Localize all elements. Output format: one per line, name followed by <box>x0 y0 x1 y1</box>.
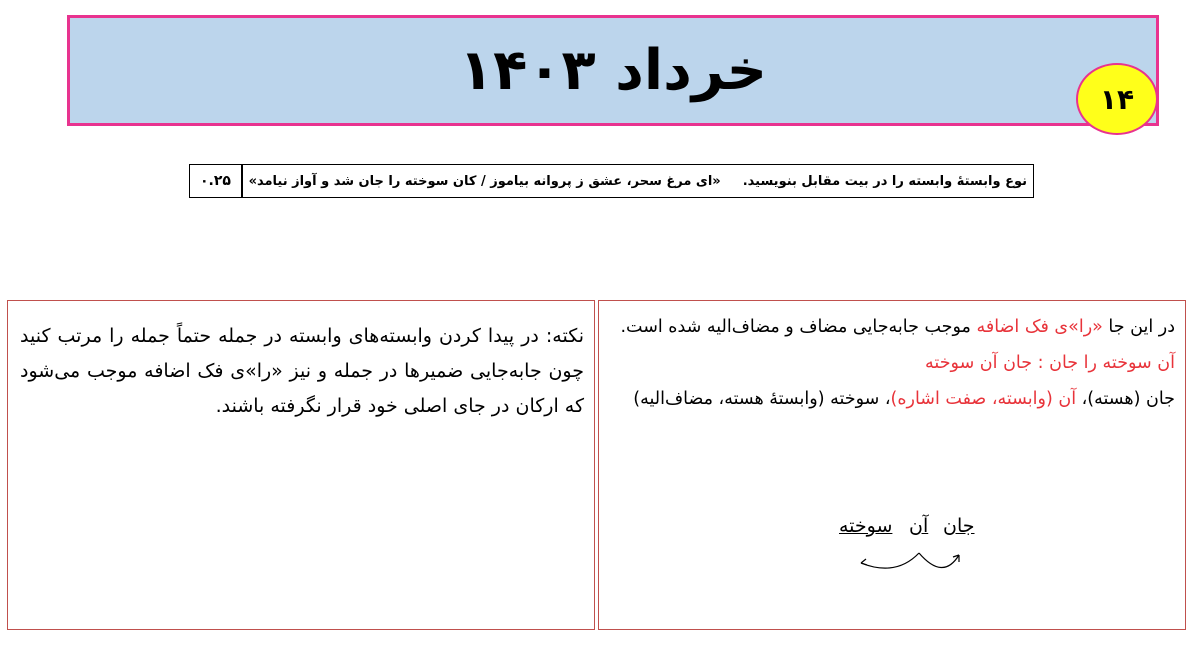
diagram-word-an: آن <box>909 515 929 537</box>
question-score: ۰.۲۵ <box>190 165 243 197</box>
diagram-word-sookhteh: سوخته <box>839 515 893 537</box>
answer-line-1 <box>609 313 1175 341</box>
answer-line-3-a: جان (هسته)، <box>1076 389 1175 409</box>
answer-line-3-highlight: آن (وابسته، صفت اشاره) <box>890 389 1077 409</box>
note-panel <box>7 300 595 630</box>
question-text <box>243 165 1033 197</box>
diagram-arrows <box>831 511 991 581</box>
arrow-an-to-jan <box>919 553 959 568</box>
answer-line-3-b: ، سوخته (وابستهٔ هسته، مضاف‌الیه) <box>633 389 891 409</box>
answer-panel <box>598 300 1186 630</box>
question-instruction: نوع وابستهٔ وابسته را در بیت مقابل بنویسید. <box>742 173 1027 189</box>
answer-line-3 <box>609 385 1175 413</box>
answer-line-1-suffix: موجب جابه‌جایی مضاف و مضاف‌الیه شده است. <box>620 317 977 337</box>
answer-line-1-prefix: در این جا <box>1102 317 1175 337</box>
question-verse: «ای مرغ سحر، عشق ز پروانه بیاموز / کان سوخته را جان شد و آواز نیامد» <box>248 173 721 189</box>
note-text: نکته: در پیدا کردن وابسته‌های وابسته در جمله حتماً جمله را مرتب کنید چون جابه‌جایی ضمیرها در جمله و نیز «را»ی فک اضافه موجب می‌شود که ارکان در جای اصلی خود قرار نگرفته باشند. <box>20 325 584 417</box>
arrow-head-left <box>861 559 867 565</box>
question-number-badge: ۱۴ <box>1076 63 1158 135</box>
page-title: خرداد ۱۴۰۳ <box>458 38 768 103</box>
arrow-an-to-sookhteh <box>861 553 919 568</box>
title-banner <box>67 15 1159 126</box>
relation-diagram <box>831 511 991 581</box>
answer-line-2: آن سوخته را جان : جان آن سوخته <box>925 353 1175 373</box>
answer-line-1-highlight: «را»ی فک اضافه <box>976 317 1103 337</box>
question-box <box>189 164 1034 198</box>
diagram-word-jan: جان <box>943 515 975 537</box>
